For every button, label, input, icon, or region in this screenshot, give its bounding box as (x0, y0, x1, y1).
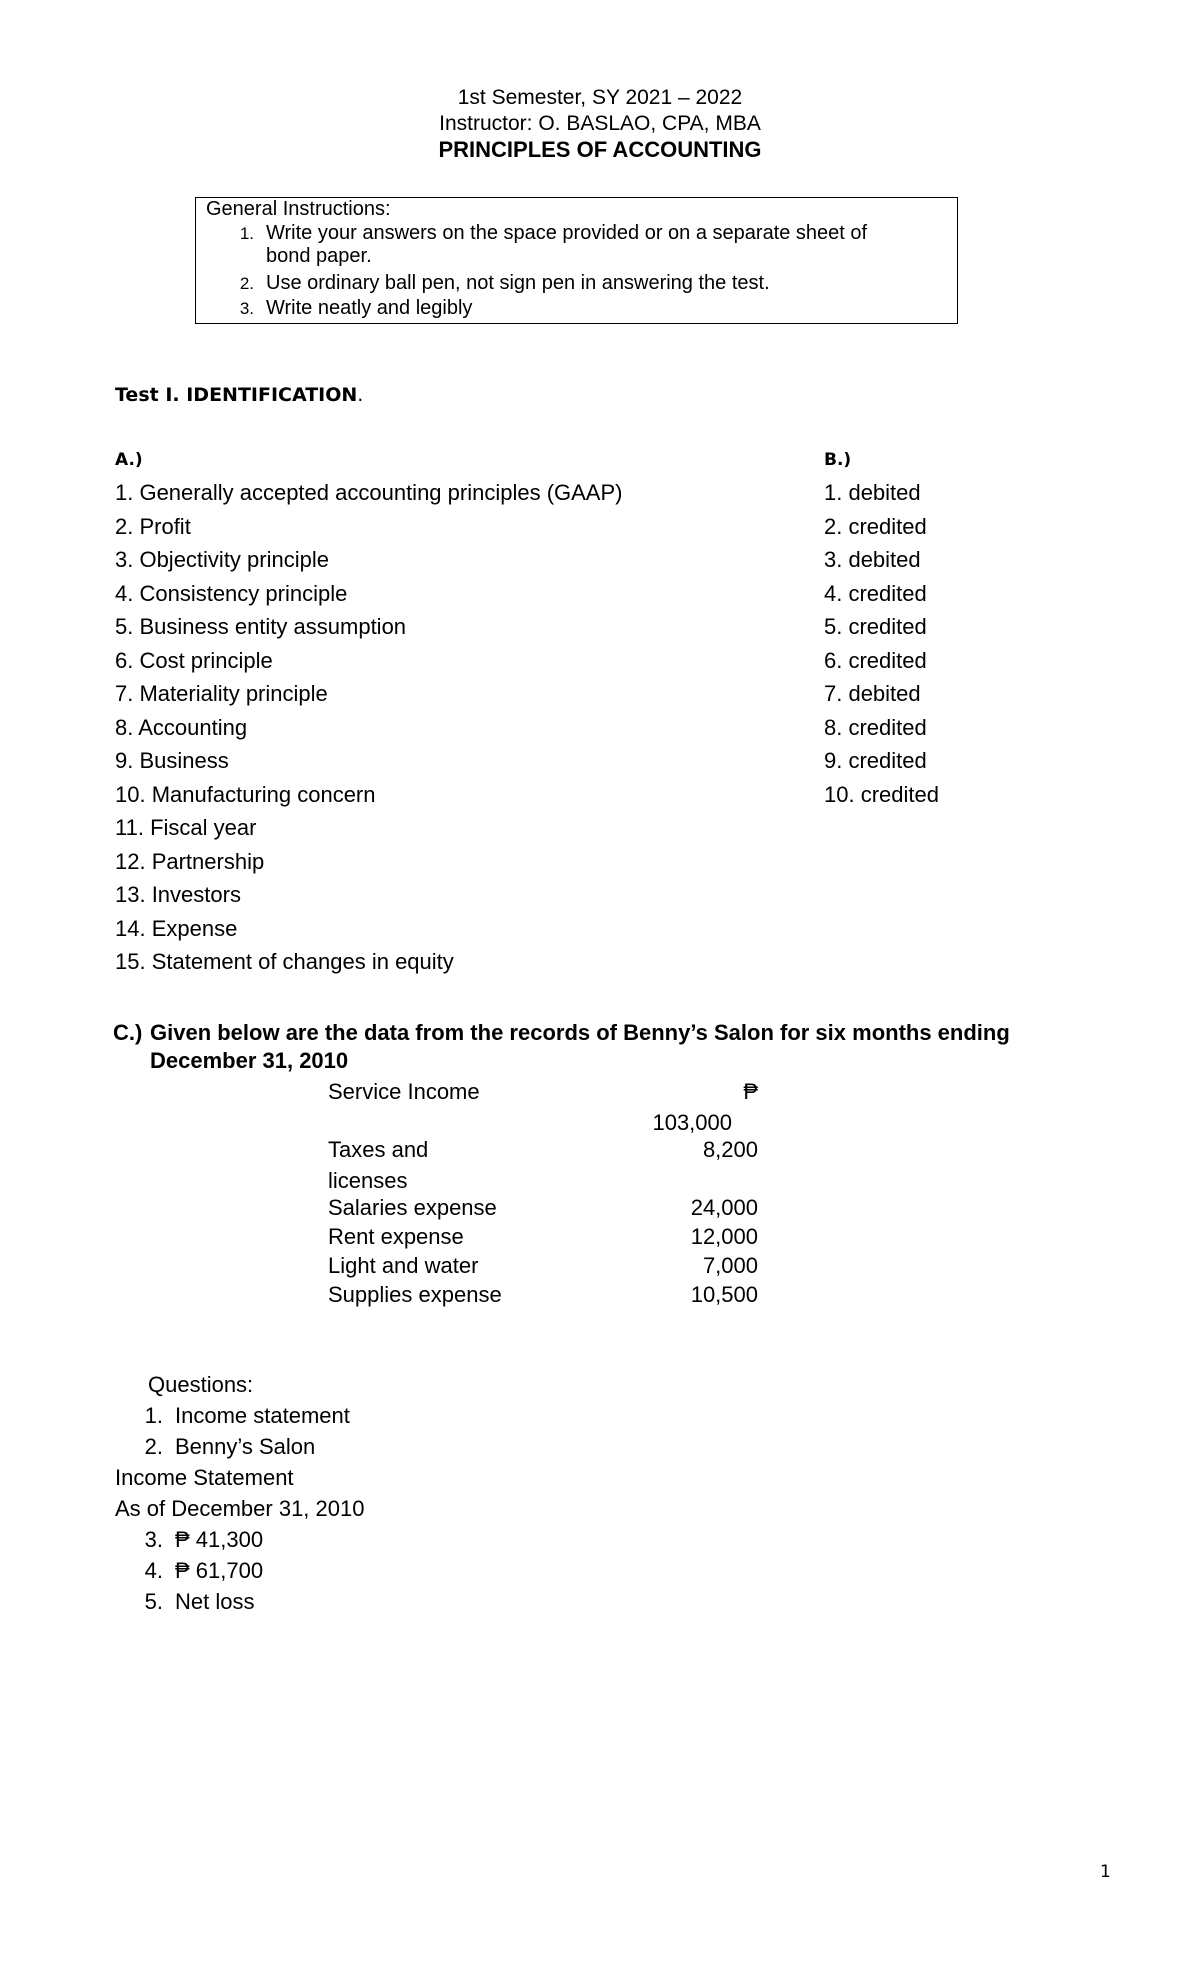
taxes-label-cont: licenses (328, 1168, 408, 1193)
instruction-text: Use ordinary ball pen, not sign pen in answering the test. (266, 272, 770, 294)
question-item (115, 1403, 350, 1429)
taxes-value: 8,200 (702, 1137, 758, 1162)
instructions-title: General Instructions: (206, 198, 391, 220)
part-a-item: 9. Business (115, 748, 229, 773)
instruction-text: Write neatly and legibly (266, 297, 473, 319)
part-b-item: 10. credited (824, 781, 939, 807)
question-item (115, 1589, 254, 1615)
part-a-item: 8. Accounting (115, 714, 248, 740)
questions-title: Questions: (148, 1372, 254, 1397)
question-text: Income statement (175, 1403, 350, 1428)
part-a-item: 6. Cost principle (115, 647, 273, 673)
instruction-item (206, 222, 867, 268)
part-b-item: 9. credited (824, 748, 927, 773)
question-item (115, 1434, 315, 1460)
part-a-item: 7. Materiality principle (115, 681, 328, 706)
part-a-item: 14. Expense (115, 915, 238, 941)
test1-heading (115, 384, 363, 407)
part-a-item: 12. Partnership (115, 848, 265, 874)
part-a-item: 5. Business entity assumption (115, 614, 407, 639)
part-b-item: 3. debited (824, 547, 921, 572)
part-a-item: 11. Fiscal year (115, 815, 257, 840)
instruction-number: 2. (239, 274, 254, 293)
test1-title-dot: . (357, 384, 364, 406)
general-instructions-box (195, 197, 958, 324)
part-a-item: 3. Objectivity principle (115, 547, 329, 572)
service-income-value: 103,000 (652, 1110, 732, 1135)
service-income-label: Service Income (328, 1079, 480, 1104)
question-item (115, 1558, 263, 1584)
question-number: 1. (144, 1403, 163, 1428)
part-a-item: 2. Profit (115, 513, 191, 539)
page-title: PRINCIPLES OF ACCOUNTING (438, 137, 762, 162)
part-a-item: 1. Generally accepted accounting principles (GAAP) (115, 480, 623, 505)
question-text: Benny’s Salon (175, 1434, 316, 1459)
question-number: 5. (144, 1589, 163, 1614)
currency-symbol: ₱ (743, 1079, 758, 1104)
part-a-item: 15. Statement of changes in equity (115, 949, 454, 974)
question-number: 2. (144, 1434, 163, 1459)
part-b-item: 1. debited (824, 480, 921, 505)
instruction-number: 3. (239, 299, 254, 318)
instruction-number: 1. (239, 224, 254, 243)
question-text: ₱ 41,300 (175, 1527, 264, 1552)
part-b-item: 4. credited (824, 580, 927, 606)
part-b-item: 5. credited (824, 614, 927, 639)
part-b-label: B.) (824, 450, 852, 470)
part-b-item: 2. credited (824, 513, 927, 539)
light-value: 7,000 (702, 1253, 758, 1278)
supplies-value: 10,500 (690, 1282, 758, 1307)
instruction-item (206, 272, 770, 295)
instruction-text-cont: bond paper. (266, 245, 372, 267)
salaries-value: 24,000 (690, 1195, 758, 1220)
taxes-label: Taxes and (328, 1137, 429, 1162)
part-a-item: 4. Consistency principle (115, 580, 348, 606)
light-label: Light and water (328, 1253, 479, 1278)
question-text: Net loss (175, 1589, 255, 1614)
question-number: 4. (144, 1558, 163, 1583)
question-text: ₱ 61,700 (175, 1558, 264, 1583)
semester-line: 1st Semester, SY 2021 – 2022 (457, 86, 743, 109)
income-statement-title: Income Statement (115, 1465, 294, 1490)
instruction-text: Write your answers on the space provided or on a separate sheet of (266, 222, 868, 244)
income-statement-date: As of December 31, 2010 (115, 1496, 365, 1521)
part-c-instruction-line2: December 31, 2010 (150, 1048, 349, 1073)
rent-label: Rent expense (328, 1224, 464, 1249)
part-b-item: 8. credited (824, 714, 927, 740)
part-b-item: 6. credited (824, 647, 927, 673)
page-number: 1 (1100, 1862, 1111, 1882)
question-number: 3. (144, 1527, 163, 1552)
part-b-item: 7. debited (824, 681, 921, 706)
part-a-item: 13. Investors (115, 882, 241, 907)
rent-value: 12,000 (690, 1224, 758, 1249)
supplies-label: Supplies expense (328, 1282, 502, 1307)
instruction-item (206, 297, 472, 320)
part-a-label: A.) (115, 450, 143, 470)
salaries-label: Salaries expense (328, 1195, 497, 1220)
part-c-label: C.) (113, 1020, 143, 1045)
part-c-instruction-line1: Given below are the data from the records of Benny’s Salon for six months ending (150, 1020, 1010, 1045)
question-item (115, 1527, 263, 1553)
test1-title: Test I. IDENTIFICATION (115, 384, 358, 406)
instructor-line: Instructor: O. BASLAO, CPA, MBA (439, 112, 761, 135)
part-a-item: 10. Manufacturing concern (115, 781, 376, 807)
